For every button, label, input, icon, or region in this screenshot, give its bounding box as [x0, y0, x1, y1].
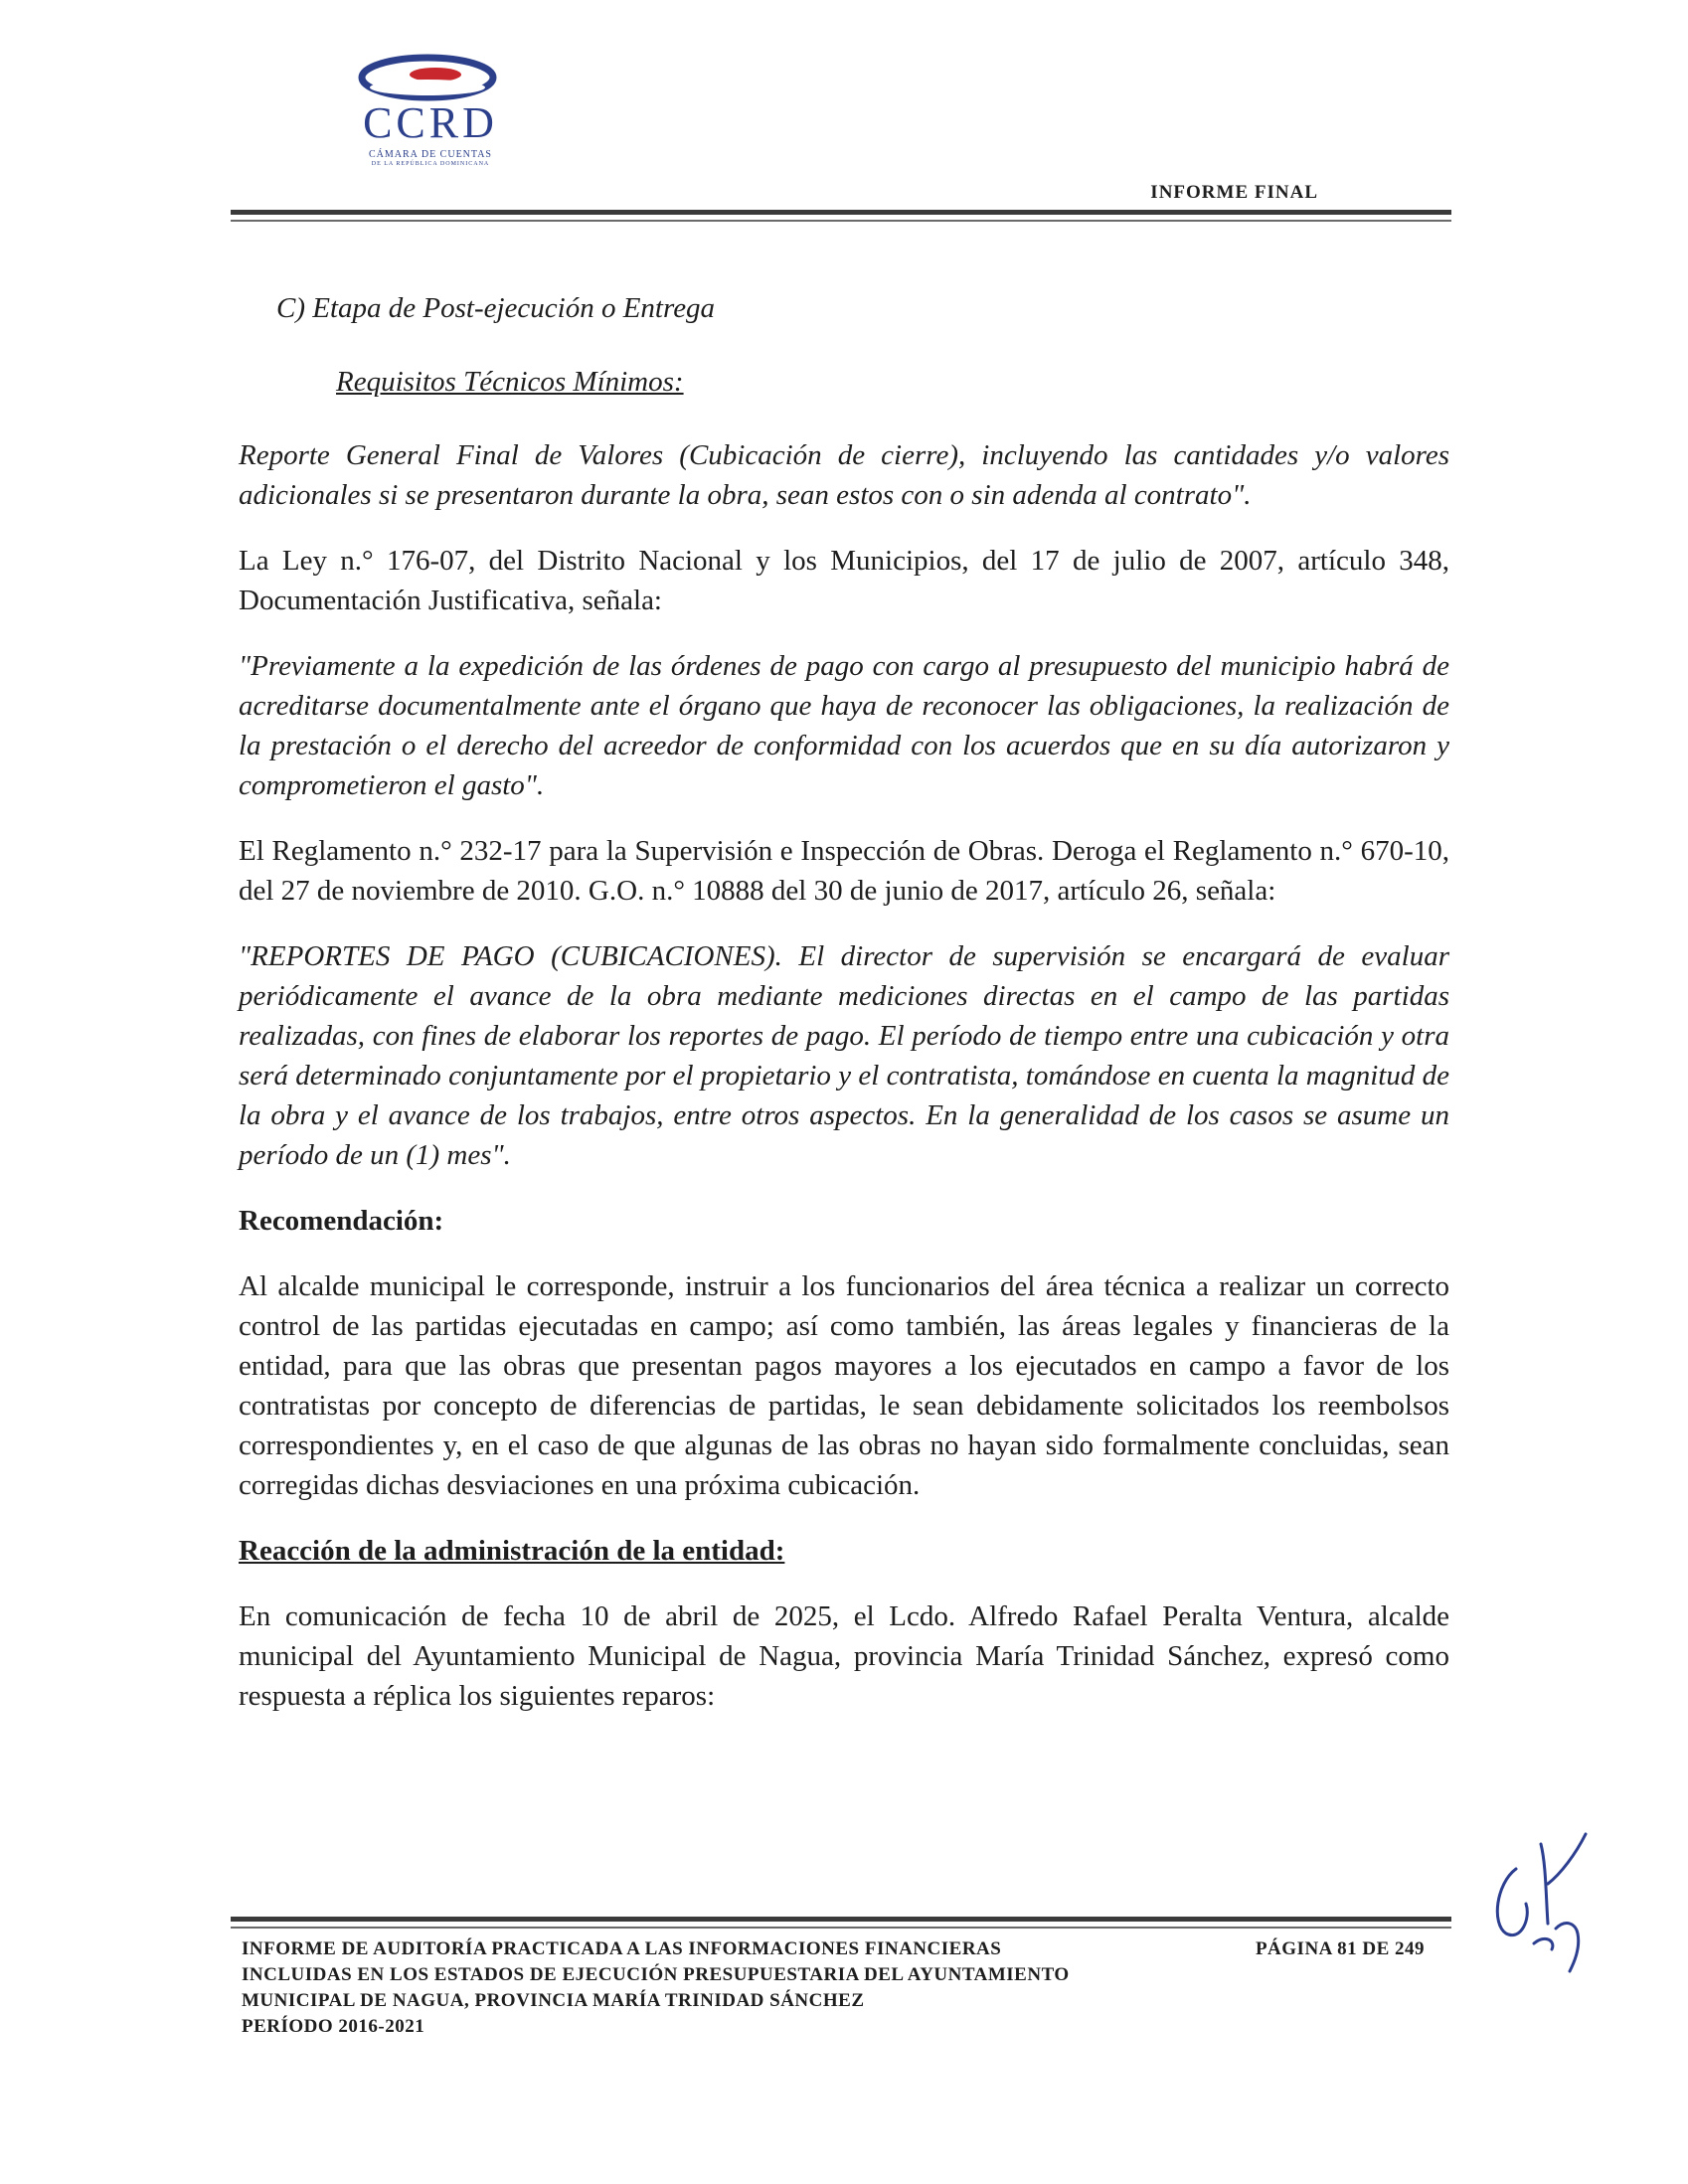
logo-subtitle: CÁMARA DE CUENTAS — [369, 149, 492, 160]
law-intro: La Ley n.° 176-07, del Distrito Nacional y los Municipios, del 17 de julio de 2007, artículo 348, Documentación Justificativa, señala: — [239, 545, 1449, 616]
regulation-intro: El Reglamento n.° 232-17 para la Supervisión e Inspección de Obras. Deroga el Reglamento n.° 670-10, del 27 de noviembre de 2010. G.O. n.° 10888 del 30 de junio de 2017, artículo 26, señala: — [239, 835, 1449, 907]
recommendation-heading: Recomendación: — [239, 1205, 444, 1237]
ccrd-logo — [316, 50, 545, 169]
footer-rule — [231, 1917, 1451, 1922]
page-number: PÁGINA 81 DE 249 — [1255, 1938, 1425, 1959]
recommendation-text: Al alcalde municipal le corresponde, instruir a los funcionarios del área técnica a realizar un correcto control de las partidas ejecutadas en campo; así como también, las áreas legales y financieras de la entidad, para que las obras que presentan pagos mayores a los ejecutados en campo a favor de los contratistas por concepto de diferencias de partidas, le sean debidamente solicitados los reembolsos correspondientes y, en el caso de que algunas de las obras no hayan sido formalmente concluidas, sean corregidas dichas desviaciones en una próxima cubicación. — [239, 1270, 1449, 1501]
footer-line-3: MUNICIPAL DE NAGUA, PROVINCIA MARÍA TRINIDAD SÁNCHEZ — [242, 1990, 865, 2011]
footer-line-1: INFORME DE AUDITORÍA PRACTICADA A LAS INFORMACIONES FINANCIERAS — [242, 1938, 1002, 1959]
reaction-text: En comunicación de fecha 10 de abril de 2025, el Lcdo. Alfredo Rafael Peralta Ventura, alcalde municipal del Ayuntamiento Municipal de Nagua, provincia María Trinidad Sánchez, expresó como respuesta a réplica los siguientes reparos: — [239, 1600, 1449, 1712]
main-content — [239, 288, 1449, 1716]
law-quote: "Previamente a la expedición de las órdenes de pago con cargo al presupuesto del municipio habrá de acreditarse documentalmente ante el órgano que haya de reconocer las obligaciones, la realización de la prestación o el derecho del acreedor de conformidad con los acuerdos que en su día autorizaron y comprometieron el gasto". — [239, 650, 1449, 801]
header-rule-thin — [231, 220, 1451, 222]
signature-icon — [1486, 1824, 1596, 1978]
regulation-quote: "REPORTES DE PAGO (CUBICACIONES). El director de supervisión se encargará de evaluar periódicamente el avance de la obra mediante mediciones directas en el campo de las partidas realizadas, con fines de elaborar los reportes de pago. El período de tiempo entre una cubicación y otra será determinado conjuntamente por el propietario y el contratista, tomándose en cuenta la magnitud de la obra y el avance de los trabajos, entre otros aspectos. En la generalidad de los casos se asume un período de un (1) mes". — [239, 940, 1449, 1171]
footer-line-2: INCLUIDAS EN LOS ESTADOS DE EJECUCIÓN PRESUPUESTARIA DEL AYUNTAMIENTO — [242, 1964, 1070, 1985]
stage-title: C) Etapa de Post-ejecución o Entrega — [276, 292, 716, 324]
footer — [242, 1936, 1444, 2040]
header-rule — [231, 210, 1451, 215]
logo-name: CCRD — [363, 98, 498, 147]
report-label: INFORME FINAL — [1150, 182, 1318, 203]
logo-subtitle-2: DE LA REPÚBLICA DOMINICANA — [371, 161, 490, 167]
requirements-text: Reporte General Final de Valores (Cubicación de cierre), incluyendo las cantidades y/o valores adicionales si se presentaron durante la obra, sean estos con o sin adenda al contrato". — [239, 439, 1449, 511]
footer-line-4: PERÍODO 2016-2021 — [242, 2016, 425, 2037]
requirements-heading: Requisitos Técnicos Mínimos: — [336, 366, 684, 398]
footer-rule-thin — [231, 1927, 1451, 1929]
reaction-heading: Reacción de la administración de la entidad: — [239, 1535, 785, 1567]
